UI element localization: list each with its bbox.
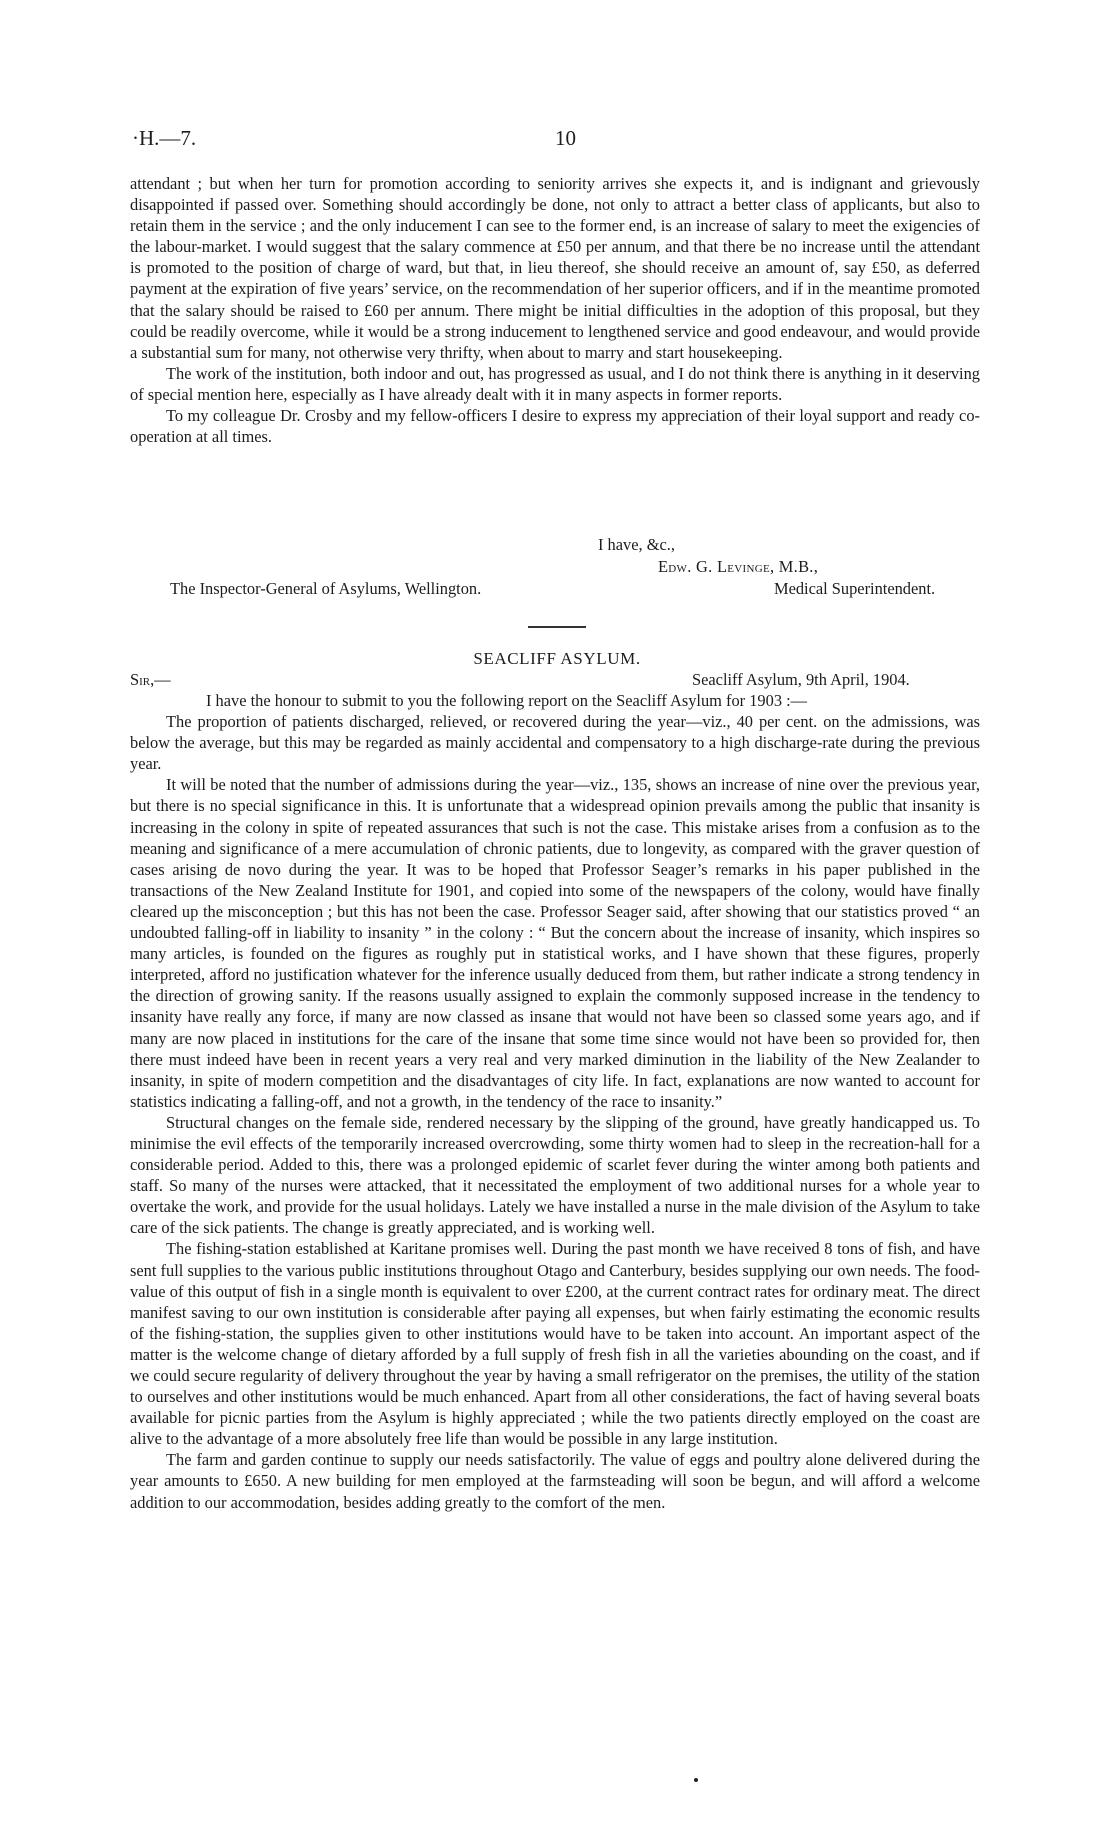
paragraph: attendant ; but when her turn for promotion according to seniority arrives she expects it, and is indignant and grievously disappointed if passed over. Something should accordingly be done, not only to attract a better class of applicants, but also to retain them in the service ; and the only inducement I can see to the former end, is an increase of salary to meet the exigencies of the labour-market. I would suggest that the salary commence at £50 per annum, and that there be no increase until the attendant is promoted to the position of charge of ward, but that, in lieu thereof, she should receive an amount of, say £50, as deferred payment at the expiration of five years’ service, on the recommendation of her superior officers, and if in the meantime promoted that the salary should be raised to £60 per annum. There might be initial difficulties in the adoption of this proposal, but they could be readily overcome, while it would be a strong inducement to lengthened service and good endeavour, and would provide a substantial sum for many, not otherwise very thrifty, when about to marry and start housekeeping. <box>130 174 980 362</box>
paragraph: It will be noted that the number of admissions during the year—viz., 135, shows an increase of nine over the previous year, but there is no special significance in this. It is unfortunate that a widespread opinion prevails among the public that insanity is increasing in the colony in spite of repeated assurances that such is not the case. This mistake arises from a confusion as to the meaning and significance of a mere accumulation of chronic patients, due to longevity, as compared with the graver question of cases arising de novo during the year. It was to be hoped that Professor Seager’s remarks in his paper published in the transactions of the New Zealand Institute for 1901, and copied into some of the newspapers of the colony, would have finally cleared up the misconception ; but this has not been the case. Professor Seager said, after showing that our statistics proved “ an undoubted falling-off in liability to insanity ” in the colony : “ But the concern about the increase of insanity, which inspires so many articles, is founded on the figures as roughly put in statistical works, and I have shown that these figures, properly interpreted, afford no justification whatever for the inference usually deduced from them, but rather indicate a strong tendency in the direction of growing sanity. If the reasons usually assigned to explain the commonly supposed increase in the tendency to insanity have really any force, if many are now classed as insane that would not have been so classed some years ago, and if many are now placed in institutions for the care of the insane that some time since would not have been so provided for, then there must indeed have been in recent years a very real and very marked diminution in the liability of the New Zealander to insanity, in spite of modern competition and the disadvantages of city life. In fact, explanations are now wanted to account for statistics indicating a falling-off, and not a growth, in the tendency of the race to insanity.” <box>130 775 980 1111</box>
place-date: Seacliff Asylum, 9th April, 1904. <box>692 670 910 689</box>
addressee: The Inspector-General of Asylums, Wellington. <box>170 579 482 598</box>
letter-2-body <box>130 690 980 1513</box>
paragraph: I have the honour to submit to you the following report on the Seacliff Asylum for 1903 :— <box>206 691 808 710</box>
letter-closing: I have, &c., <box>598 535 675 554</box>
ink-mark <box>694 1778 698 1782</box>
paragraph: The work of the institution, both indoor and out, has progressed as usual, and I do not think there is anything in it deserving of special mention here, especially as I have already dealt with it in many aspects in former reports. <box>130 363 980 404</box>
paragraph: The proportion of patients discharged, relieved, or recovered during the year—viz., 40 per cent. on the admissions, was below the average, but this may be regarded as mainly accidental and compensatory to a high discharge-rate during the previous year. <box>130 712 980 774</box>
signatory-title: Medical Superintendent. <box>774 579 936 598</box>
paragraph: The farm and garden continue to supply our needs satisfactorily. The value of eggs and poultry alone delivered during the year amounts to £650. A new building for men employed at the farmsteading will soon be begun, and will afford a welcome addition to our accommodation, besides adding greatly to the comfort of the men. <box>130 1450 980 1512</box>
section-title: SEACLIFF ASYLUM. <box>473 649 641 668</box>
paragraph: The fishing-station established at Karitane promises well. During the past month we have received 8 tons of fish, and have sent full supplies to the various public institutions throughout Otago and Canterbury, besides supplying our own needs. The food-value of this output of fish in a single month is equivalent to over £200, at the current contract rates for ordinary meat. The direct manifest saving to our own institution is considerable after paying all expenses, but when fairly estimating the economic results of the fishing-station, the supplies given to other institutions would have to be taken into account. An important aspect of the matter is the welcome change of dietary afforded by a full supply of fresh fish in all the varieties abounding on the coast, and if we could secure regularity of delivery throughout the year by having a small refrigerator on the premises, the utility of the station to ourselves and other institutions would be much enhanced. Apart from all other considerations, the fact of having several boats available for picnic parties from the Asylum is highly appreciated ; while the two patients directly employed on the coast are alive to the advantage of a more absolutely free life than would be possible in any large institution. <box>130 1239 980 1449</box>
paragraph: Structural changes on the female side, rendered necessary by the slipping of the ground, have greatly handicapped us. To minimise the evil effects of the temporarily increased overcrowding, some thirty women had to sleep in the recreation-hall for a considerable period. Added to this, there was a prolonged epidemic of scarlet fever during the winter among both patients and staff. So many of the nurses were attacked, that it necessitated the employment of two additional nurses for a whole year to overtake the work, and provide for the usual holidays. Lately we have installed a nurse in the male division of the Asylum to take care of the sick patients. The change is greatly appreciated, and is working well. <box>130 1112 980 1238</box>
document-reference: ·H.—7. <box>132 126 197 150</box>
letter-1-body <box>130 173 980 447</box>
page-number: 10 <box>555 126 576 150</box>
section-divider <box>528 626 586 628</box>
salutation: Sir,— <box>130 670 171 689</box>
paragraph: To my colleague Dr. Crosby and my fellow-officers I desire to express my appreciation of their loyal support and ready co-operation at all times. <box>130 406 980 447</box>
signatory-name: Edw. G. Levinge, M.B., <box>658 557 819 576</box>
page-header <box>132 126 982 156</box>
